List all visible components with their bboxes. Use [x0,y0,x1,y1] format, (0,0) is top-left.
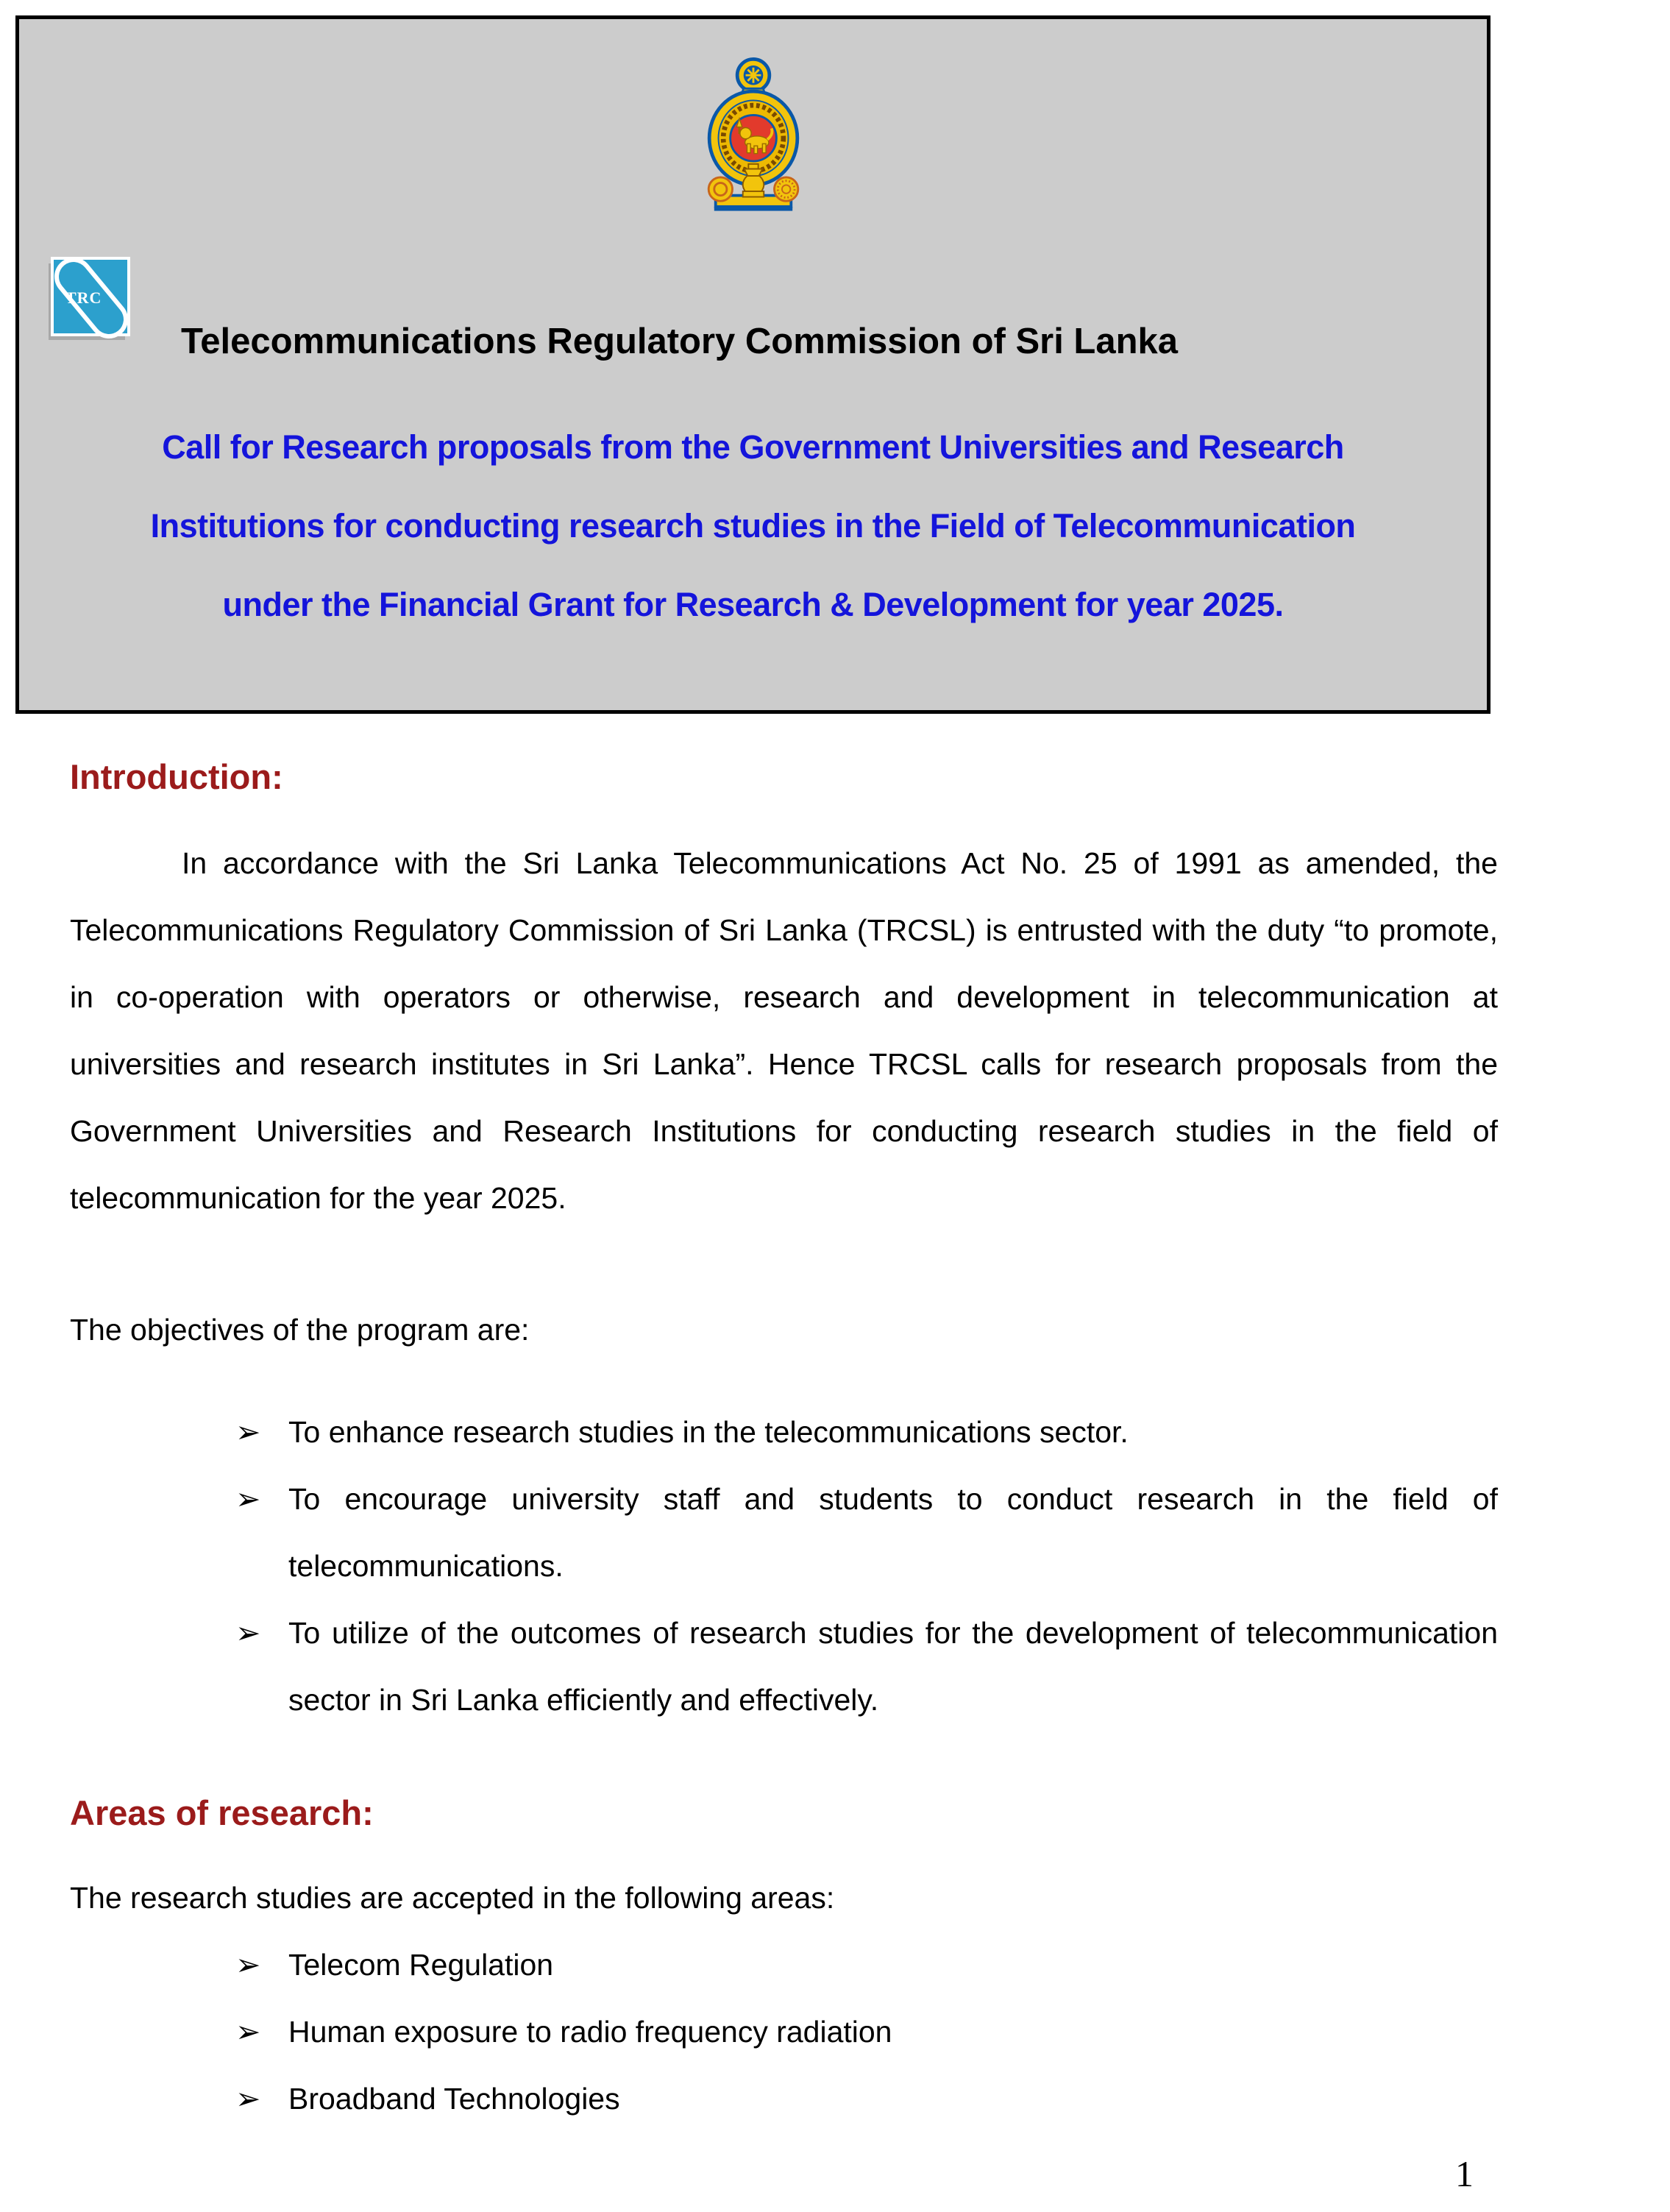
emblem-sun-disc [708,177,732,201]
arrow-bullet-icon: ➢ [235,1616,261,1650]
area-text: Human exposure to radio frequency radiation [288,2015,892,2049]
list-item [235,2066,1498,2133]
announcement-line: Institutions for conducting research studies in the Field of Telecommunication [150,507,1356,545]
arrow-bullet-icon: ➢ [235,1415,261,1449]
sri-lanka-emblem-graphic [697,53,809,216]
objective-text: To enhance research studies in the telecommunications sector. [288,1415,1129,1449]
areas-heading: Areas of research: [70,1793,374,1832]
arrow-bullet-icon: ➢ [235,2015,261,2049]
list-item [235,1600,1498,1734]
trc-logo [47,253,135,346]
objective-text: To encourage university staff and students to conduct research in the field of telecommunications. [288,1482,1498,1583]
areas-intro: The research studies are accepted in the following areas: [70,1881,835,1915]
org-title: Telecommunications Regulatory Commission of Sri Lanka [181,322,1179,361]
announcement-line: Call for Research proposals from the Government Universities and Research [162,428,1344,466]
objectives-list [70,1399,1498,1734]
objective-text: To utilize of the outcomes of research studies for the development of telecommunication sector in Sri Lanka efficiently and effectively. [288,1616,1498,1717]
arrow-bullet-icon: ➢ [235,2082,261,2116]
sri-lanka-emblem [697,53,809,216]
list-item [235,1466,1498,1600]
page-number: 1 [1455,2153,1474,2194]
introduction-paragraph: In accordance with the Sri Lanka Telecommunications Act No. 25 of 1991 as amended, the Telecommunications Regulatory Commission of Sri Lanka (TRCSL) is entrusted with the duty “to promote, in co-operation with operators or otherwise, research and development in telecommunication at universities and research institutes in Sri Lanka”. Hence TRCSL calls for research proposals from the Government Universities and Research Institutions for conducting research studies in the field of telecommunication for the year 2025. [70,846,1498,1215]
announcement-line: under the Financial Grant for Research & Development for year 2025. [222,586,1284,623]
announcement [19,408,1487,644]
header-box [15,15,1490,714]
areas-list [70,1932,1498,2133]
objectives-intro: The objectives of the program are: [70,1313,530,1347]
area-text: Telecom Regulation [288,1948,554,1982]
introduction-heading: Introduction: [70,757,283,796]
document-body [70,742,1498,2133]
list-item [235,1932,1498,1999]
emblem-vase [742,164,764,197]
trc-logo-text: TRC [65,288,102,307]
list-item [235,1999,1498,2066]
trc-logo-graphic [47,253,135,346]
emblem-wheel-hub [750,72,756,78]
list-item [235,1399,1498,1466]
arrow-bullet-icon: ➢ [235,1948,261,1982]
area-text: Broadband Technologies [288,2082,620,2116]
arrow-bullet-icon: ➢ [235,1482,261,1516]
